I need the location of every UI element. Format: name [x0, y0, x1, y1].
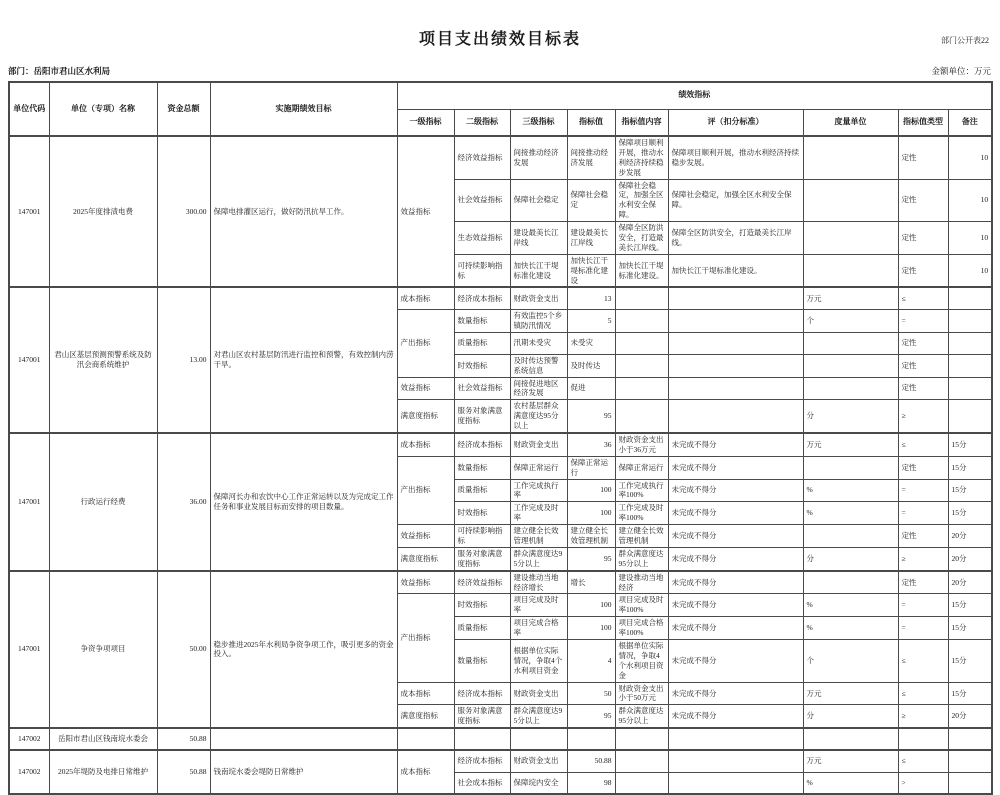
cell-remark: 20分 [948, 525, 992, 548]
cell-value-type: = [898, 617, 948, 640]
cell-goal: 稳步推进2025年水利局争资争项工作，吸引更多的资金投入。 [210, 571, 397, 728]
cell-measure-unit [803, 254, 898, 287]
cell-value-type: 定性 [898, 136, 948, 179]
cell-unit-name: 君山区基层预测预警系统及防汛会商系统维护 [49, 287, 157, 433]
col-header-value-content: 指标值内容 [615, 109, 668, 136]
cell-level3: 建立健全长效管理机制 [510, 525, 567, 548]
cell-value-type: ≤ [898, 682, 948, 705]
col-header-amount: 资金总额 [157, 82, 210, 136]
cell-remark [948, 332, 992, 354]
cell-remark [948, 354, 992, 377]
cell-standard: 保障全区防洪安全，打造最美长江岸线。 [668, 222, 803, 255]
cell-remark: 15分 [948, 502, 992, 525]
cell-level3: 工作完成及时率 [510, 502, 567, 525]
cell-value-content: 保障正常运行 [615, 456, 668, 479]
cell-standard: 未完成不得分 [668, 525, 803, 548]
cell-standard: 未完成不得分 [668, 705, 803, 728]
cell-level2: 社会效益指标 [454, 179, 510, 222]
cell-value-type: ≥ [898, 547, 948, 570]
cell-measure-unit [803, 179, 898, 222]
cell-standard [668, 750, 803, 772]
cell-value: 5 [567, 309, 615, 332]
cell-value-content: 群众满意度达95分以上 [615, 547, 668, 570]
cell-level1: 产出指标 [397, 309, 454, 377]
cell-standard [668, 287, 803, 309]
cell-measure-unit: 分 [803, 705, 898, 728]
cell-remark [948, 728, 992, 750]
cell-remark [948, 750, 992, 772]
cell-standard: 保障项目顺利开展，推动水利经济持续稳步发展。 [668, 136, 803, 179]
cell-value-content: 财政资金支出小于36万元 [615, 433, 668, 456]
cell-value: 100 [567, 594, 615, 617]
cell-standard [668, 728, 803, 750]
cell-level1: 满意度指标 [397, 547, 454, 570]
cell-unit-name: 行政运行经费 [49, 433, 157, 571]
cell-remark: 15分 [948, 617, 992, 640]
cell-level1: 成本指标 [397, 750, 454, 794]
cell-level2: 经济成本指标 [454, 287, 510, 309]
cell-value-content [615, 309, 668, 332]
cell-level3: 保障正常运行 [510, 456, 567, 479]
cell-amount: 50.00 [157, 571, 210, 728]
cell-unit-code: 147001 [9, 433, 49, 571]
cell-value-content: 群众满意度达95分以上 [615, 705, 668, 728]
cell-value-content: 根据单位实际情况，争取4个水利项目资金 [615, 640, 668, 683]
cell-level2: 质量指标 [454, 332, 510, 354]
cell-standard: 未完成不得分 [668, 617, 803, 640]
cell-value: 促进 [567, 377, 615, 400]
cell-level2: 经济效益指标 [454, 136, 510, 179]
table-body [9, 136, 992, 794]
table-row [9, 728, 992, 750]
cell-level3: 群众满意度达95分以上 [510, 705, 567, 728]
cell-goal: 保障电排灌区运行，做好防汛抗旱工作。 [210, 136, 397, 287]
cell-level2 [454, 728, 510, 750]
col-header-level3: 三级指标 [510, 109, 567, 136]
cell-level2: 质量指标 [454, 617, 510, 640]
cell-value: 增长 [567, 571, 615, 594]
cell-value-type: = [898, 594, 948, 617]
cell-value: 95 [567, 400, 615, 433]
cell-unit-name: 2025年度排渍电费 [49, 136, 157, 287]
cell-measure-unit [803, 525, 898, 548]
cell-standard: 未完成不得分 [668, 640, 803, 683]
cell-value-content [615, 750, 668, 772]
cell-remark: 10 [948, 254, 992, 287]
cell-goal: 保障河长办和农饮中心工作正常运转以及为完成定工作任务和事业发展目标而安排的项目数量。 [210, 433, 397, 571]
cell-level3: 根据单位实际情况，争取4个水利项目资金 [510, 640, 567, 683]
cell-value: 保障正常运行 [567, 456, 615, 479]
cell-level3: 群众满意度达95分以上 [510, 547, 567, 570]
cell-standard: 加快长江干堤标准化建设。 [668, 254, 803, 287]
cell-measure-unit [803, 728, 898, 750]
cell-value-content [615, 728, 668, 750]
col-header-measure-unit: 度量单位 [803, 109, 898, 136]
cell-unit-name: 岳阳市君山区钱南垸水委会 [49, 728, 157, 750]
cell-level3: 建设最美长江岸线 [510, 222, 567, 255]
cell-measure-unit: % [803, 617, 898, 640]
cell-level3: 有效监控5个乡镇防汛情况 [510, 309, 567, 332]
cell-level3: 间接推动经济发展 [510, 136, 567, 179]
cell-value-type: ≥ [898, 705, 948, 728]
cell-measure-unit [803, 136, 898, 179]
col-header-value: 指标值 [567, 109, 615, 136]
cell-remark: 15分 [948, 433, 992, 456]
cell-level3: 加快长江干堤标准化建设 [510, 254, 567, 287]
cell-level1: 产出指标 [397, 594, 454, 682]
cell-standard: 未完成不得分 [668, 571, 803, 594]
cell-value: 加快长江干堤标准化建设 [567, 254, 615, 287]
cell-measure-unit [803, 456, 898, 479]
cell-value-content [615, 377, 668, 400]
cell-value-type: 定性 [898, 354, 948, 377]
cell-value [567, 728, 615, 750]
col-header-unit-code: 单位代码 [9, 82, 49, 136]
cell-measure-unit: % [803, 502, 898, 525]
corner-label: 部门公开表22 [941, 36, 989, 45]
cell-value-type: ≤ [898, 640, 948, 683]
table-row [9, 750, 992, 772]
cell-level2: 时效指标 [454, 354, 510, 377]
cell-measure-unit: 分 [803, 400, 898, 433]
cell-measure-unit: 万元 [803, 750, 898, 772]
table-row [9, 287, 992, 309]
cell-measure-unit: 分 [803, 547, 898, 570]
cell-value: 100 [567, 617, 615, 640]
cell-level2: 社会成本指标 [454, 772, 510, 794]
cell-measure-unit [803, 354, 898, 377]
cell-value: 未受灾 [567, 332, 615, 354]
cell-remark [948, 377, 992, 400]
cell-remark: 15分 [948, 594, 992, 617]
cell-value-content [615, 287, 668, 309]
cell-value: 间接推动经济发展 [567, 136, 615, 179]
cell-standard [668, 772, 803, 794]
cell-value-type: 定性 [898, 222, 948, 255]
table-header [9, 82, 992, 136]
cell-measure-unit: 万元 [803, 287, 898, 309]
cell-value: 保障社会稳定 [567, 179, 615, 222]
cell-value: 建立健全长效管理机制 [567, 525, 615, 548]
cell-value-type: 定性 [898, 377, 948, 400]
cell-goal: 钱南垸水委会堤防日常维护 [210, 750, 397, 794]
amount-unit-label: 金额单位：万元 [931, 66, 991, 76]
cell-value-type: ≤ [898, 433, 948, 456]
cell-value: 建设最美长江岸线 [567, 222, 615, 255]
cell-value-content: 项目完成及时率100% [615, 594, 668, 617]
cell-standard [668, 400, 803, 433]
cell-level2: 可持续影响指标 [454, 525, 510, 548]
cell-value-type: 定性 [898, 332, 948, 354]
cell-level3: 间接促进地区经济发展 [510, 377, 567, 400]
cell-value-type: 定性 [898, 525, 948, 548]
cell-value-type: ≤ [898, 287, 948, 309]
cell-remark: 15分 [948, 456, 992, 479]
col-header-unit-name: 单位（专项）名称 [49, 82, 157, 136]
meta-row [8, 65, 991, 77]
cell-level2: 可持续影响指标 [454, 254, 510, 287]
cell-amount: 50.88 [157, 728, 210, 750]
cell-level3: 工作完成执行率 [510, 479, 567, 502]
cell-value-type: 定性 [898, 456, 948, 479]
cell-value: 50 [567, 682, 615, 705]
cell-level3: 财政资金支出 [510, 682, 567, 705]
cell-amount: 36.00 [157, 433, 210, 571]
cell-level3: 建设推动当地经济增长 [510, 571, 567, 594]
table-row [9, 571, 992, 594]
cell-level3: 项目完成合格率 [510, 617, 567, 640]
department-label: 部门：岳阳市君山区水利局 [8, 66, 111, 76]
cell-standard [668, 309, 803, 332]
cell-remark: 10 [948, 222, 992, 255]
cell-value-content: 工作完成及时率100% [615, 502, 668, 525]
cell-unit-name: 争资争项项目 [49, 571, 157, 728]
cell-value-type: = [898, 502, 948, 525]
cell-measure-unit: 万元 [803, 433, 898, 456]
cell-measure-unit [803, 222, 898, 255]
col-header-level1: 一级指标 [397, 109, 454, 136]
cell-value-type: > [898, 772, 948, 794]
cell-level2: 服务对象满意度指标 [454, 400, 510, 433]
cell-measure-unit [803, 571, 898, 594]
cell-remark: 15分 [948, 640, 992, 683]
cell-level3: 保障社会稳定 [510, 179, 567, 222]
cell-level3: 农村基层群众满意度达95分以上 [510, 400, 567, 433]
cell-remark [948, 772, 992, 794]
cell-level1: 效益指标 [397, 571, 454, 594]
cell-unit-code: 147001 [9, 136, 49, 287]
cell-remark: 15分 [948, 682, 992, 705]
cell-level2: 经济效益指标 [454, 571, 510, 594]
cell-amount: 300.00 [157, 136, 210, 287]
cell-level1: 成本指标 [397, 287, 454, 309]
cell-level3 [510, 728, 567, 750]
cell-unit-code: 147002 [9, 728, 49, 750]
cell-level2: 数量指标 [454, 456, 510, 479]
cell-remark: 10 [948, 136, 992, 179]
cell-unit-code: 147002 [9, 750, 49, 794]
cell-value-type: ≤ [898, 750, 948, 772]
cell-value-content: 工作完成执行率100% [615, 479, 668, 502]
cell-level2: 生态效益指标 [454, 222, 510, 255]
cell-remark [948, 400, 992, 433]
table-row [9, 136, 992, 179]
col-header-standard: 评（扣分标准） [668, 109, 803, 136]
cell-remark: 20分 [948, 547, 992, 570]
cell-value-content: 保障项目顺利开展，推动水利经济持续稳步发展 [615, 136, 668, 179]
cell-level2: 时效指标 [454, 594, 510, 617]
cell-level2: 经济成本指标 [454, 750, 510, 772]
cell-value: 36 [567, 433, 615, 456]
cell-standard: 未完成不得分 [668, 502, 803, 525]
cell-value: 95 [567, 547, 615, 570]
cell-value: 100 [567, 479, 615, 502]
cell-remark [948, 287, 992, 309]
cell-level1: 满意度指标 [397, 400, 454, 433]
cell-value-content: 加快长江干堤标准化建设。 [615, 254, 668, 287]
cell-standard: 未完成不得分 [668, 456, 803, 479]
cell-level2: 时效指标 [454, 502, 510, 525]
col-header-remark: 备注 [948, 109, 992, 136]
cell-level3: 汛期未受灾 [510, 332, 567, 354]
cell-measure-unit: 万元 [803, 682, 898, 705]
cell-measure-unit [803, 377, 898, 400]
cell-measure-unit: % [803, 772, 898, 794]
cell-level3: 保障垸内安全 [510, 772, 567, 794]
cell-level2: 服务对象满意度指标 [454, 705, 510, 728]
cell-value: 及时传达 [567, 354, 615, 377]
cell-standard [668, 354, 803, 377]
cell-value-content [615, 400, 668, 433]
cell-value-content: 建立健全长效管理机制 [615, 525, 668, 548]
cell-unit-name: 2025年堤防及电排日常维护 [49, 750, 157, 794]
cell-measure-unit: % [803, 594, 898, 617]
cell-value: 95 [567, 705, 615, 728]
cell-level3: 项目完成及时率 [510, 594, 567, 617]
cell-value: 98 [567, 772, 615, 794]
cell-value-content [615, 772, 668, 794]
cell-level2: 数量指标 [454, 309, 510, 332]
col-header-value-type: 指标值类型 [898, 109, 948, 136]
cell-amount: 50.88 [157, 750, 210, 794]
cell-level2: 社会效益指标 [454, 377, 510, 400]
cell-level3: 财政资金支出 [510, 433, 567, 456]
col-header-level2: 二级指标 [454, 109, 510, 136]
cell-value-content: 保障社会稳定，加强全区水利安全保障。 [615, 179, 668, 222]
cell-standard: 未完成不得分 [668, 433, 803, 456]
cell-unit-code: 147001 [9, 571, 49, 728]
cell-standard: 保障社会稳定，加强全区水利安全保障。 [668, 179, 803, 222]
cell-level2: 服务对象满意度指标 [454, 547, 510, 570]
col-header-goal: 实施期绩效目标 [210, 82, 397, 136]
cell-remark: 10 [948, 179, 992, 222]
cell-remark: 20分 [948, 705, 992, 728]
cell-value-type: ≥ [898, 400, 948, 433]
performance-table [8, 81, 993, 795]
cell-level1: 效益指标 [397, 136, 454, 287]
cell-standard: 未完成不得分 [668, 594, 803, 617]
cell-level2: 经济成本指标 [454, 433, 510, 456]
cell-goal: 对君山区农村基层防汛进行监控和预警，有效控制内涝干旱。 [210, 287, 397, 433]
cell-level2: 经济成本指标 [454, 682, 510, 705]
cell-remark: 15分 [948, 479, 992, 502]
cell-value: 13 [567, 287, 615, 309]
cell-measure-unit: 个 [803, 309, 898, 332]
cell-standard [668, 332, 803, 354]
cell-value-content [615, 332, 668, 354]
cell-level3: 财政资金支出 [510, 750, 567, 772]
cell-value-type: = [898, 309, 948, 332]
cell-level1 [397, 728, 454, 750]
cell-standard: 未完成不得分 [668, 479, 803, 502]
cell-value-content: 建设推动当地经济 [615, 571, 668, 594]
cell-level1: 成本指标 [397, 433, 454, 456]
cell-level1: 产出指标 [397, 456, 454, 524]
cell-value: 4 [567, 640, 615, 683]
cell-standard [668, 377, 803, 400]
table-row [9, 433, 992, 456]
cell-value-content: 项目完成合格率100% [615, 617, 668, 640]
cell-value: 100 [567, 502, 615, 525]
cell-value-content [615, 354, 668, 377]
cell-level3: 财政资金支出 [510, 287, 567, 309]
cell-value-content: 保障全区防洪安全，打造最美长江岸线。 [615, 222, 668, 255]
cell-amount: 13.00 [157, 287, 210, 433]
cell-measure-unit: 个 [803, 640, 898, 683]
cell-measure-unit [803, 332, 898, 354]
cell-measure-unit: % [803, 479, 898, 502]
cell-level2: 数量指标 [454, 640, 510, 683]
cell-value-type: 定性 [898, 254, 948, 287]
cell-remark: 20分 [948, 571, 992, 594]
cell-level1: 满意度指标 [397, 705, 454, 728]
cell-value-type [898, 728, 948, 750]
cell-goal [210, 728, 397, 750]
cell-level3: 及时传达预警系统信息 [510, 354, 567, 377]
cell-value-type: = [898, 479, 948, 502]
cell-level1: 成本指标 [397, 682, 454, 705]
page-title: 项目支出绩效目标表 [418, 31, 581, 48]
cell-value-type: 定性 [898, 179, 948, 222]
cell-value-content: 财政资金支出小于50万元 [615, 682, 668, 705]
cell-value-type: 定性 [898, 571, 948, 594]
cell-standard: 未完成不得分 [668, 547, 803, 570]
cell-level1: 效益指标 [397, 525, 454, 548]
cell-level1: 效益指标 [397, 377, 454, 400]
cell-value: 50.88 [567, 750, 615, 772]
cell-remark [948, 309, 992, 332]
col-header-indicator-group: 绩效指标 [397, 82, 992, 109]
cell-standard: 未完成不得分 [668, 682, 803, 705]
cell-unit-code: 147001 [9, 287, 49, 433]
cell-level2: 质量指标 [454, 479, 510, 502]
